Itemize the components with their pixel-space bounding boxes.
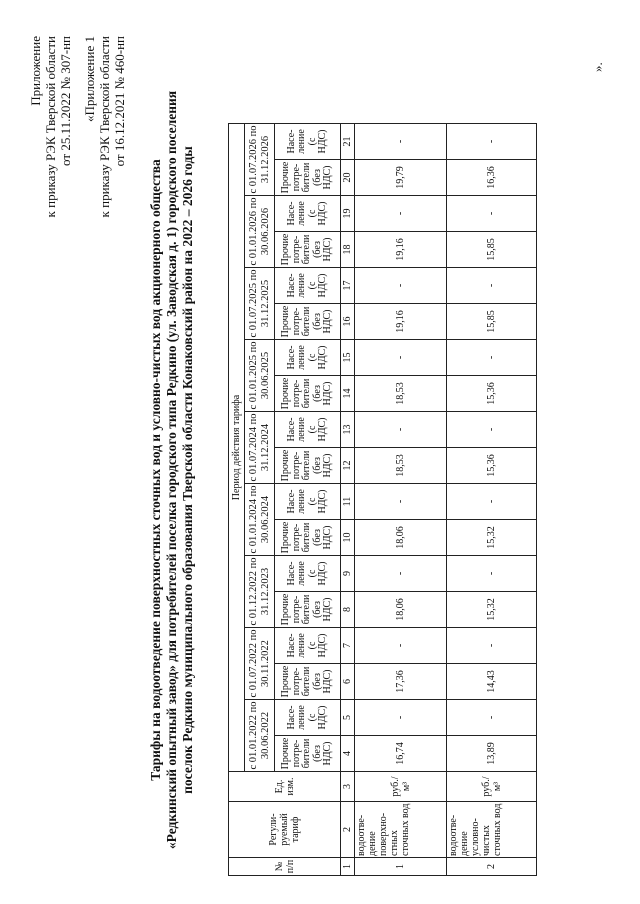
tariff-value: - bbox=[447, 340, 537, 376]
tariff-value: - bbox=[355, 340, 447, 376]
column-number: 2 bbox=[341, 802, 355, 858]
column-number: 3 bbox=[341, 772, 355, 802]
column-number: 13 bbox=[341, 412, 355, 448]
tariff-value: - bbox=[355, 484, 447, 520]
subheader-population: Насе-ление (с НДС) bbox=[275, 340, 341, 376]
column-number: 11 bbox=[341, 484, 355, 520]
tariff-value: 17,36 bbox=[355, 664, 447, 700]
period-header: с 01.07.2022 по 30.11.2022 bbox=[245, 628, 275, 700]
tariff-value: - bbox=[355, 124, 447, 160]
tariff-value: 18,06 bbox=[355, 520, 447, 556]
appendix-line: к приказу РЭК Тверской области bbox=[43, 36, 58, 218]
period-header: с 01.01.2022 по 30.06.2022 bbox=[245, 700, 275, 772]
column-number: 1 bbox=[341, 858, 355, 876]
column-number: 17 bbox=[341, 268, 355, 304]
table-row bbox=[447, 124, 537, 876]
period-header: с 01.01.2026 по 30.06.2026 bbox=[245, 196, 275, 268]
tariff-value: 18,53 bbox=[355, 448, 447, 484]
column-number: 4 bbox=[341, 736, 355, 772]
tariff-value: 15,36 bbox=[447, 376, 537, 412]
tariff-value: - bbox=[447, 700, 537, 736]
tariff-value: 14,43 bbox=[447, 664, 537, 700]
unit-cell: руб./м³ bbox=[447, 772, 537, 802]
column-number: 12 bbox=[341, 448, 355, 484]
tariff-value: - bbox=[447, 556, 537, 592]
header-row-number: № п/п bbox=[229, 858, 341, 876]
row-number: 2 bbox=[447, 858, 537, 876]
appendix-line: от 25.11.2022 № 307-нп bbox=[58, 36, 73, 166]
appendix-line: от 16.12.2021 № 460-нп bbox=[112, 36, 127, 167]
column-number: 15 bbox=[341, 340, 355, 376]
column-number: 14 bbox=[341, 376, 355, 412]
subheader-other-consumers: Прочие потре-бители (без НДС) bbox=[275, 448, 341, 484]
tariff-table bbox=[228, 123, 537, 876]
column-number: 18 bbox=[341, 232, 355, 268]
subheader-population: Насе-ление (с НДС) bbox=[275, 556, 341, 592]
subheader-population: Насе-ление (с НДС) bbox=[275, 628, 341, 664]
tariff-name: водоотве-дение поверхно-стных сточных вод bbox=[355, 802, 447, 858]
period-header: с 01.01.2025 по 30.06.2025 bbox=[245, 340, 275, 412]
tariff-value: - bbox=[355, 268, 447, 304]
subheader-population: Насе-ление (с НДС) bbox=[275, 268, 341, 304]
title-line: Тарифы на водоотведение поверхностных сточных вод и условно-чистых вод акционерного общества bbox=[148, 159, 163, 781]
unit-cell: руб./м³ bbox=[355, 772, 447, 802]
tariff-value: - bbox=[447, 268, 537, 304]
column-number: 7 bbox=[341, 628, 355, 664]
subheader-other-consumers: Прочие потре-бители (без НДС) bbox=[275, 232, 341, 268]
tariff-value: 15,85 bbox=[447, 232, 537, 268]
period-header: с 01.12.2022 по 31.12.2023 bbox=[245, 556, 275, 628]
header-unit: Ед. изм. bbox=[229, 772, 341, 802]
column-number: 9 bbox=[341, 556, 355, 592]
column-number: 19 bbox=[341, 196, 355, 232]
header-tariff: Регули-руемый тариф bbox=[229, 802, 341, 858]
subheader-other-consumers: Прочие потре-бители (без НДС) bbox=[275, 304, 341, 340]
tariff-value: - bbox=[447, 628, 537, 664]
tariff-value: 19,79 bbox=[355, 160, 447, 196]
appendix-line: «Приложение 1 bbox=[82, 36, 97, 123]
tariff-value: 18,53 bbox=[355, 376, 447, 412]
tariff-value: - bbox=[447, 484, 537, 520]
tariff-value: - bbox=[355, 628, 447, 664]
tariff-name: водоотве-дение условно-чистых сточных вод bbox=[447, 802, 537, 858]
column-number: 21 bbox=[341, 124, 355, 160]
tariff-value: - bbox=[447, 412, 537, 448]
appendix-line: к приказу РЭК Тверской области bbox=[97, 36, 112, 218]
tariff-value: 15,32 bbox=[447, 592, 537, 628]
period-header: с 01.07.2026 по 31.12.2026 bbox=[245, 124, 275, 196]
column-number: 20 bbox=[341, 160, 355, 196]
tariff-value: 19,16 bbox=[355, 304, 447, 340]
closing-quote: ». bbox=[590, 62, 605, 72]
tariff-value: - bbox=[355, 196, 447, 232]
header-period: Период действия тарифа bbox=[229, 124, 245, 772]
tariff-value: - bbox=[355, 556, 447, 592]
column-number: 6 bbox=[341, 664, 355, 700]
subheader-other-consumers: Прочие потре-бители (без НДС) bbox=[275, 736, 341, 772]
original-appendix-note bbox=[82, 36, 127, 217]
column-number: 5 bbox=[341, 700, 355, 736]
tariff-value: 18,06 bbox=[355, 592, 447, 628]
subheader-population: Насе-ление (с НДС) bbox=[275, 196, 341, 232]
tariff-value: - bbox=[447, 124, 537, 160]
column-number: 16 bbox=[341, 304, 355, 340]
row-number: 1 bbox=[355, 858, 447, 876]
subheader-other-consumers: Прочие потре-бители (без НДС) bbox=[275, 592, 341, 628]
subheader-other-consumers: Прочие потре-бители (без НДС) bbox=[275, 160, 341, 196]
subheader-other-consumers: Прочие потре-бители (без НДС) bbox=[275, 664, 341, 700]
tariff-value: 16,74 bbox=[355, 736, 447, 772]
table-row bbox=[355, 124, 447, 876]
subheader-population: Насе-ление (с НДС) bbox=[275, 124, 341, 160]
period-header: с 01.01.2024 по 30.06.2024 bbox=[245, 484, 275, 556]
appendix-note bbox=[28, 36, 73, 217]
tariff-value: 15,32 bbox=[447, 520, 537, 556]
title-line: «Редкинский опытный завод» для потребителей поселка городского типа Редкино (ул. Заводская д. 1) городского поселения bbox=[164, 90, 179, 850]
tariff-value: - bbox=[355, 700, 447, 736]
subheader-population: Насе-ление (с НДС) bbox=[275, 484, 341, 520]
subheader-population: Насе-ление (с НДС) bbox=[275, 700, 341, 736]
tariff-value: 15,85 bbox=[447, 304, 537, 340]
period-header: с 01.07.2024 по 31.12.2024 bbox=[245, 412, 275, 484]
title-line: поселок Редкино муниципального образования Тверской области Конаковский район на 2022 – 2026 годы bbox=[180, 146, 195, 794]
column-number: 8 bbox=[341, 592, 355, 628]
document-title bbox=[148, 70, 196, 870]
appendix-line: Приложение bbox=[28, 36, 43, 106]
tariff-value: 16,36 bbox=[447, 160, 537, 196]
subheader-other-consumers: Прочие потре-бители (без НДС) bbox=[275, 520, 341, 556]
subheader-other-consumers: Прочие потре-бители (без НДС) bbox=[275, 376, 341, 412]
tariff-value: - bbox=[447, 196, 537, 232]
tariff-value: 19,16 bbox=[355, 232, 447, 268]
tariff-value: 15,36 bbox=[447, 448, 537, 484]
column-number: 10 bbox=[341, 520, 355, 556]
period-header: с 01.07.2025 по 31.12.2025 bbox=[245, 268, 275, 340]
subheader-population: Насе-ление (с НДС) bbox=[275, 412, 341, 448]
tariff-value: 13,89 bbox=[447, 736, 537, 772]
tariff-value: - bbox=[355, 412, 447, 448]
